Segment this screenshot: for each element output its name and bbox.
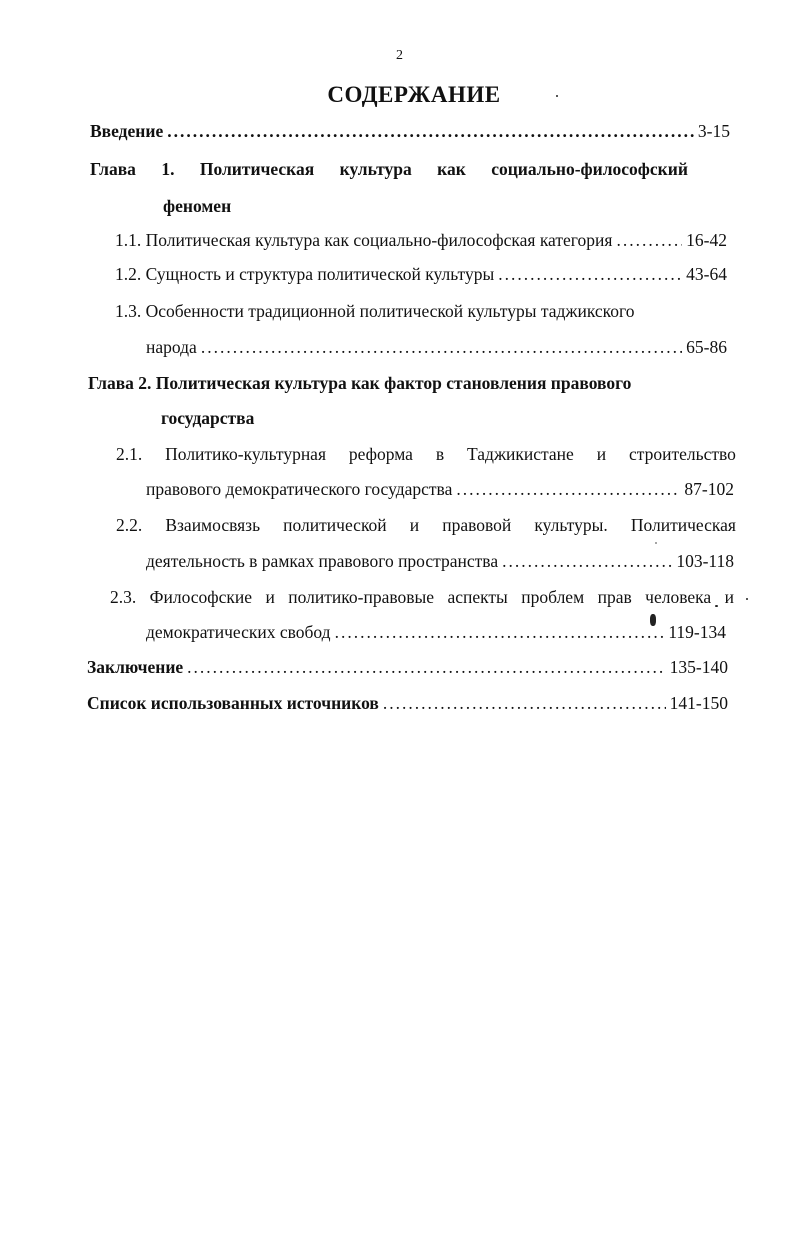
toc-entry-pages: 119-134 bbox=[668, 622, 726, 642]
chapter-2-heading-cont: государства bbox=[161, 408, 255, 428]
scan-speck bbox=[655, 542, 657, 544]
toc-entry-1-3[interactable] bbox=[146, 336, 727, 358]
toc-entry-2-2-line1[interactable] bbox=[116, 514, 736, 536]
toc-leader-dots bbox=[187, 656, 666, 678]
toc-entry-2-3[interactable] bbox=[146, 621, 726, 643]
entry-word: проблем bbox=[521, 587, 585, 607]
toc-entry-pages: 135-140 bbox=[669, 657, 728, 677]
toc-entry-pages: 87-102 bbox=[684, 479, 734, 499]
entry-word: Философские bbox=[149, 587, 253, 607]
toc-entry-pages: 141-150 bbox=[669, 693, 728, 713]
toc-entry-1-1[interactable] bbox=[115, 229, 727, 251]
entry-word: 2.2. bbox=[116, 515, 143, 535]
toc-entry-1-3-line1[interactable]: 1.3. Особенности традиционной политической культуры таджикского bbox=[115, 301, 635, 321]
toc-entry-label: демократических свобод bbox=[146, 622, 331, 642]
chapter-1-heading[interactable] bbox=[90, 158, 688, 180]
toc-entry-pages: 103-118 bbox=[676, 551, 734, 571]
entry-word: Взаимосвязь bbox=[165, 515, 261, 535]
toc-entry-label: 1.1. Политическая культура как социально-философская категория bbox=[115, 230, 613, 250]
toc-entry-label: 1.2. Сущность и структура политической культуры bbox=[115, 264, 495, 284]
toc-entry-sources[interactable] bbox=[87, 692, 728, 714]
entry-word: Политическая bbox=[630, 515, 736, 535]
toc-leader-dots bbox=[616, 229, 682, 251]
chapter-1-heading-cont: феномен bbox=[163, 196, 232, 216]
entry-word: Политико-культурная bbox=[165, 444, 326, 464]
toc-entry-intro[interactable] bbox=[90, 120, 730, 142]
entry-word: и bbox=[724, 587, 734, 607]
entry-word: и bbox=[596, 444, 607, 464]
scan-speck bbox=[746, 598, 748, 600]
toc-entry-conclusion[interactable] bbox=[87, 656, 728, 678]
toc-entry-label: Введение bbox=[90, 121, 164, 141]
scan-blot bbox=[650, 614, 656, 626]
toc-entry-2-2[interactable] bbox=[146, 550, 734, 572]
heading-word: Политическая bbox=[199, 159, 315, 179]
entry-word: 2.3. bbox=[110, 587, 137, 607]
entry-word: человека bbox=[645, 587, 712, 607]
toc-leader-dots bbox=[456, 478, 680, 500]
chapter-2-heading[interactable]: Глава 2. Политическая культура как фактор становления правового bbox=[88, 373, 632, 393]
toc-entry-pages: 16-42 bbox=[686, 230, 727, 250]
page-number: 2 bbox=[396, 48, 403, 63]
entry-word: строительство bbox=[628, 444, 736, 464]
entry-word: правовой bbox=[442, 515, 512, 535]
heading-word: 1. bbox=[161, 159, 175, 179]
toc-entry-2-1-line1[interactable] bbox=[116, 443, 736, 465]
toc-entry-label: Заключение bbox=[87, 657, 184, 677]
heading-word: Глава bbox=[90, 159, 136, 179]
toc-leader-dots bbox=[167, 120, 694, 142]
entry-word: аспекты bbox=[447, 587, 508, 607]
toc-leader-dots bbox=[201, 336, 682, 358]
scan-speck bbox=[556, 95, 558, 97]
entry-word: реформа bbox=[348, 444, 413, 464]
toc-entry-2-3-line1[interactable] bbox=[110, 586, 734, 608]
toc-entry-1-2[interactable] bbox=[115, 263, 727, 285]
entry-word: культуры. bbox=[534, 515, 608, 535]
toc-entry-pages: 65-86 bbox=[686, 337, 727, 357]
toc-entry-2-1[interactable] bbox=[146, 478, 734, 500]
entry-word: прав bbox=[597, 587, 632, 607]
entry-word: в bbox=[435, 444, 445, 464]
entry-word: 2.1. bbox=[116, 444, 143, 464]
toc-title: СОДЕРЖАНИЕ bbox=[327, 82, 501, 107]
entry-word: и bbox=[409, 515, 420, 535]
heading-word: социально-философский bbox=[491, 159, 688, 179]
heading-word: культура bbox=[339, 159, 412, 179]
toc-leader-dots bbox=[383, 692, 666, 714]
entry-word: политической bbox=[283, 515, 387, 535]
toc-entry-pages: 3-15 bbox=[697, 121, 730, 141]
toc-entry-label: деятельность в рамках правового пространства bbox=[146, 551, 499, 571]
toc-entry-label: правового демократического государства bbox=[146, 479, 453, 499]
toc-leader-dots bbox=[335, 621, 665, 643]
entry-word: и bbox=[265, 587, 275, 607]
entry-word: Таджикистане bbox=[467, 444, 574, 464]
toc-entry-label: народа bbox=[146, 337, 197, 357]
heading-word: как bbox=[437, 159, 466, 179]
toc-leader-dots bbox=[502, 550, 672, 572]
entry-word: политико-правовые bbox=[288, 587, 435, 607]
toc-entry-pages: 43-64 bbox=[686, 264, 727, 284]
toc-entry-label: Список использованных источников bbox=[87, 693, 379, 713]
scan-speck bbox=[715, 605, 718, 607]
toc-leader-dots bbox=[498, 263, 682, 285]
